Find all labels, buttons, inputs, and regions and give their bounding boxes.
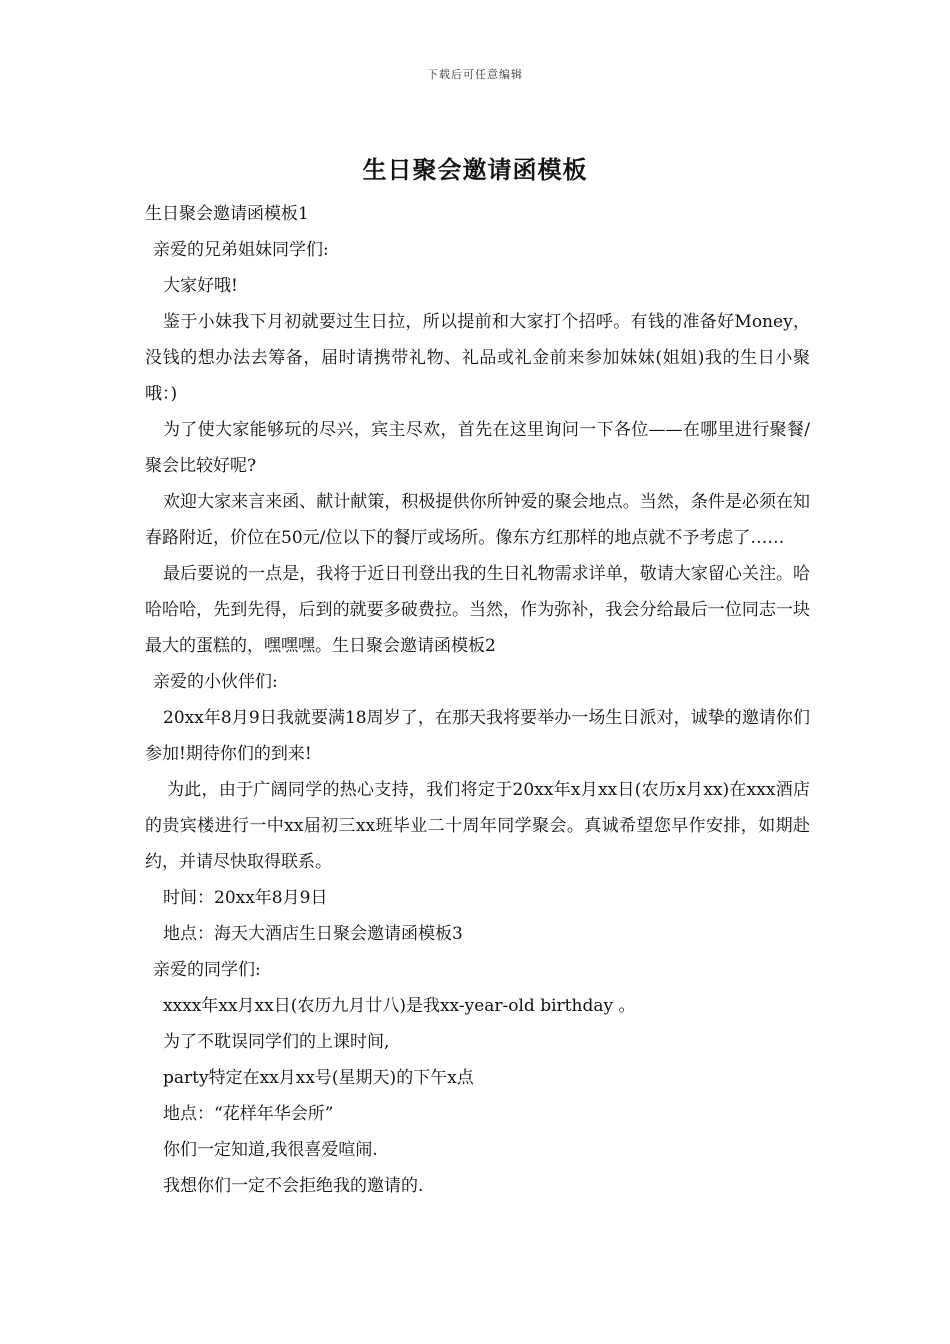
salutation: 亲爱的同学们: <box>153 960 261 980</box>
header-note: 下载后可任意编辑 <box>427 68 523 81</box>
paragraph: 鉴于小妹我下月初就要过生日拉，所以提前和大家打个招呼。有钱的准备好Money，没钱的想办法去筹备，届时请携带礼物、礼品或礼金前来参加妹妹(姐姐)我的生日小聚哦：) <box>145 312 810 404</box>
document-body <box>145 196 810 1204</box>
paragraph: party特定在xx月xx号(星期天)的下午x点 <box>163 1068 474 1088</box>
paragraph: 欢迎大家来言来函、献计献策，积极提供你所钟爱的聚会地点。当然，条件是必须在知春路附近，价位在50元/位以下的餐厅或场所。像东方红那样的地点就不予考虑了…… <box>145 492 810 548</box>
greeting: 大家好哦! <box>163 276 238 296</box>
document-title: 生日聚会邀请函模板 <box>362 155 588 184</box>
paragraph: 我想你们一定不会拒绝我的邀请的. <box>163 1176 424 1196</box>
paragraph: 为了不耽误同学们的上课时间, <box>163 1032 390 1052</box>
paragraph: 20xx年8月9日我就要满18周岁了，在那天我将要举办一场生日派对，诚挚的邀请你们参加!期待你们的到来! <box>145 708 810 764</box>
salutation: 亲爱的小伙伴们: <box>153 672 278 692</box>
paragraph: 你们一定知道,我很喜爱喧闹. <box>163 1140 378 1160</box>
section-heading-1: 生日聚会邀请函模板1 <box>145 204 309 224</box>
event-place: 地点：海天大酒店生日聚会邀请函模板3 <box>163 924 463 944</box>
paragraph: 为此，由于广阔同学的热心支持，我们将定于20xx年x月xx日(农历x月xx)在xxx酒店的贵宾楼进行一中xx届初三xx班毕业二十周年同学聚会。真诚希望您早作安排，如期赴约，并请尽快取得联系。 <box>145 780 810 872</box>
paragraph: 最后要说的一点是，我将于近日刊登出我的生日礼物需求详单，敬请大家留心关注。哈哈哈哈，先到先得，后到的就要多破费拉。当然，作为弥补，我会分给最后一位同志一块最大的蛋糕的，嘿嘿嘿。生日聚会邀请函模板2 <box>145 564 810 656</box>
event-time: 时间：20xx年8月9日 <box>163 888 328 908</box>
paragraph: 地点：“花样年华会所” <box>163 1104 334 1124</box>
paragraph: 为了使大家能够玩的尽兴，宾主尽欢，首先在这里询问一下各位——在哪里进行聚餐/聚会比较好呢? <box>145 420 810 476</box>
salutation: 亲爱的兄弟姐妹同学们: <box>153 240 329 260</box>
paragraph: xxxx年xx月xx日(农历九月廿八)是我xx-year-old birthday 。 <box>163 996 636 1016</box>
